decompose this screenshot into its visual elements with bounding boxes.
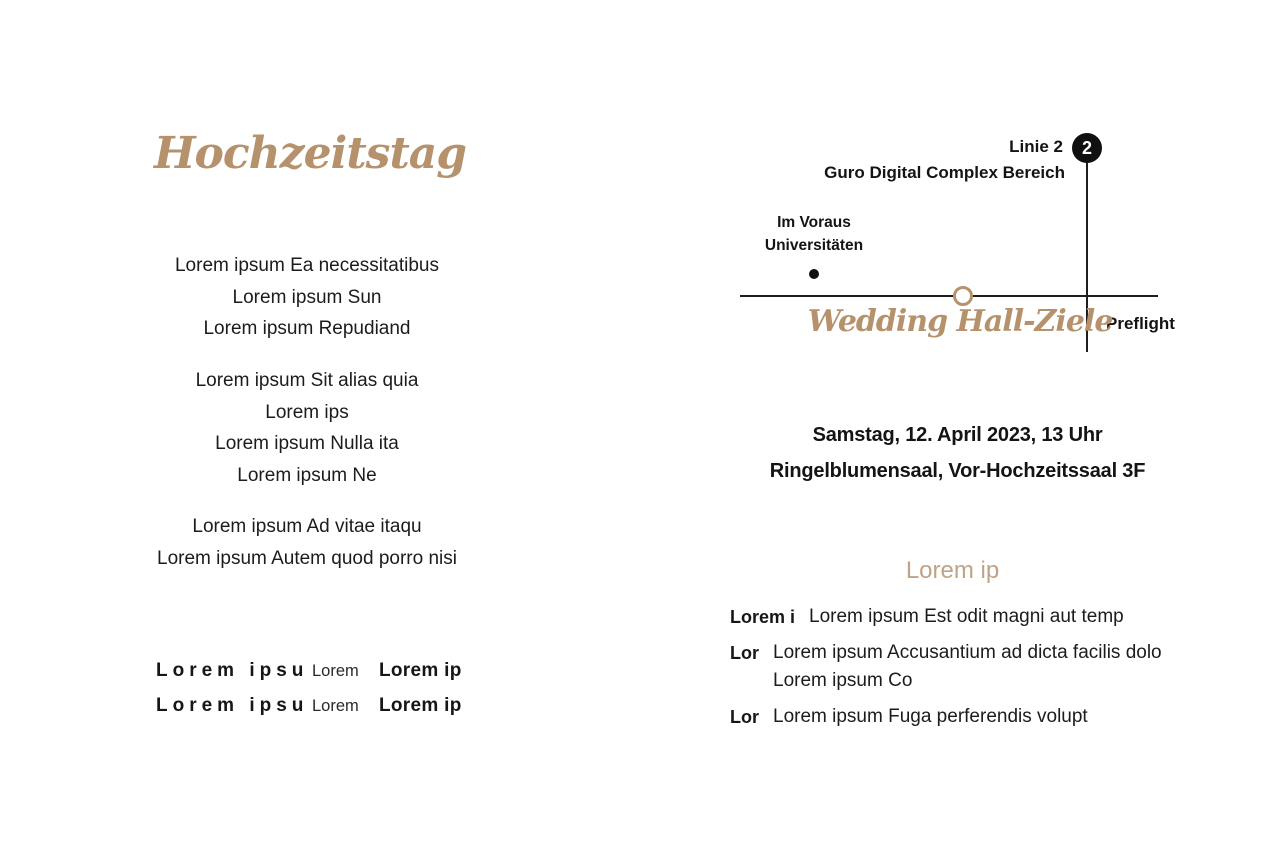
signature-row xyxy=(156,660,486,682)
metro-line-horizontal xyxy=(740,295,1158,297)
metro-line-label: Linie 2 xyxy=(1009,137,1063,156)
info-heading: Lorem ip xyxy=(905,557,1000,584)
paragraph-line: Lorem ipsum Ne xyxy=(237,464,377,486)
list-item xyxy=(730,603,1170,631)
info-list xyxy=(730,603,1170,739)
signature-person: Lorem ip xyxy=(379,660,462,681)
station-dot-icon xyxy=(809,269,819,279)
page-title: Hochzeitstag xyxy=(153,128,467,179)
signature-person: Lorem ip xyxy=(379,695,462,716)
signature-name: Lorem ipsu xyxy=(156,660,309,681)
list-item-line: Lorem ipsum Accusantium ad dicta facilis dolo xyxy=(773,642,1162,663)
paragraph-line: Lorem ipsum Nulla ita xyxy=(215,433,399,455)
list-item-label: Lor xyxy=(730,707,759,727)
direction-label: Preflight xyxy=(1106,314,1175,333)
venue-script-label: Wedding Hall-Ziele xyxy=(807,304,1113,339)
station-label-line: Universitäten xyxy=(764,237,864,254)
list-item-text xyxy=(773,639,1162,695)
closing-paragraph xyxy=(97,511,517,574)
signature-name: Lorem ipsu xyxy=(156,695,309,716)
body-paragraph xyxy=(97,365,517,491)
station-label xyxy=(750,211,878,257)
list-item-line: Lorem ipsum Est odit magni aut temp xyxy=(809,606,1124,627)
signature-connector: Lorem xyxy=(312,662,359,680)
venue-ring-icon xyxy=(953,286,973,306)
paragraph-line: Lorem ipsum Ad vitae itaqu xyxy=(192,516,422,537)
line-2-badge-icon xyxy=(1072,133,1102,163)
paragraph-line: Lorem ipsum Repudiand xyxy=(203,318,411,340)
location-map xyxy=(700,130,1180,370)
signature-row xyxy=(156,695,486,717)
line-number: 2 xyxy=(1081,137,1092,158)
area-label: Guro Digital Complex Bereich xyxy=(824,163,1065,182)
signature-block xyxy=(156,660,486,730)
list-item-label: Lorem i xyxy=(730,607,796,627)
paragraph-line: Lorem ipsum Sun xyxy=(232,286,382,308)
paragraph-line: Lorem ipsum Ea necessitatibus xyxy=(174,255,439,276)
list-item-label: Lor xyxy=(730,643,759,663)
list-item xyxy=(730,639,1170,695)
signature-connector: Lorem xyxy=(312,697,359,715)
list-item-text xyxy=(773,703,1088,731)
station-label-line: Im Voraus xyxy=(777,214,851,231)
event-date: Samstag, 12. April 2023, 13 Uhr xyxy=(812,424,1103,446)
list-item-line: Lorem ipsum Fuga perferendis volupt xyxy=(773,706,1088,727)
event-venue: Ringelblumensaal, Vor-Hochzeitssaal 3F xyxy=(769,460,1146,482)
list-item-text xyxy=(809,603,1124,631)
paragraph-line: Lorem ipsum Sit alias quia xyxy=(195,370,419,391)
list-item-line: Lorem ipsum Co xyxy=(773,670,913,691)
paragraph-line: Lorem ips xyxy=(265,401,349,423)
paragraph-line: Lorem ipsum Autem quod porro nisi xyxy=(157,547,457,569)
list-item xyxy=(730,703,1170,731)
event-details xyxy=(710,417,1205,489)
intro-paragraph xyxy=(97,250,517,345)
